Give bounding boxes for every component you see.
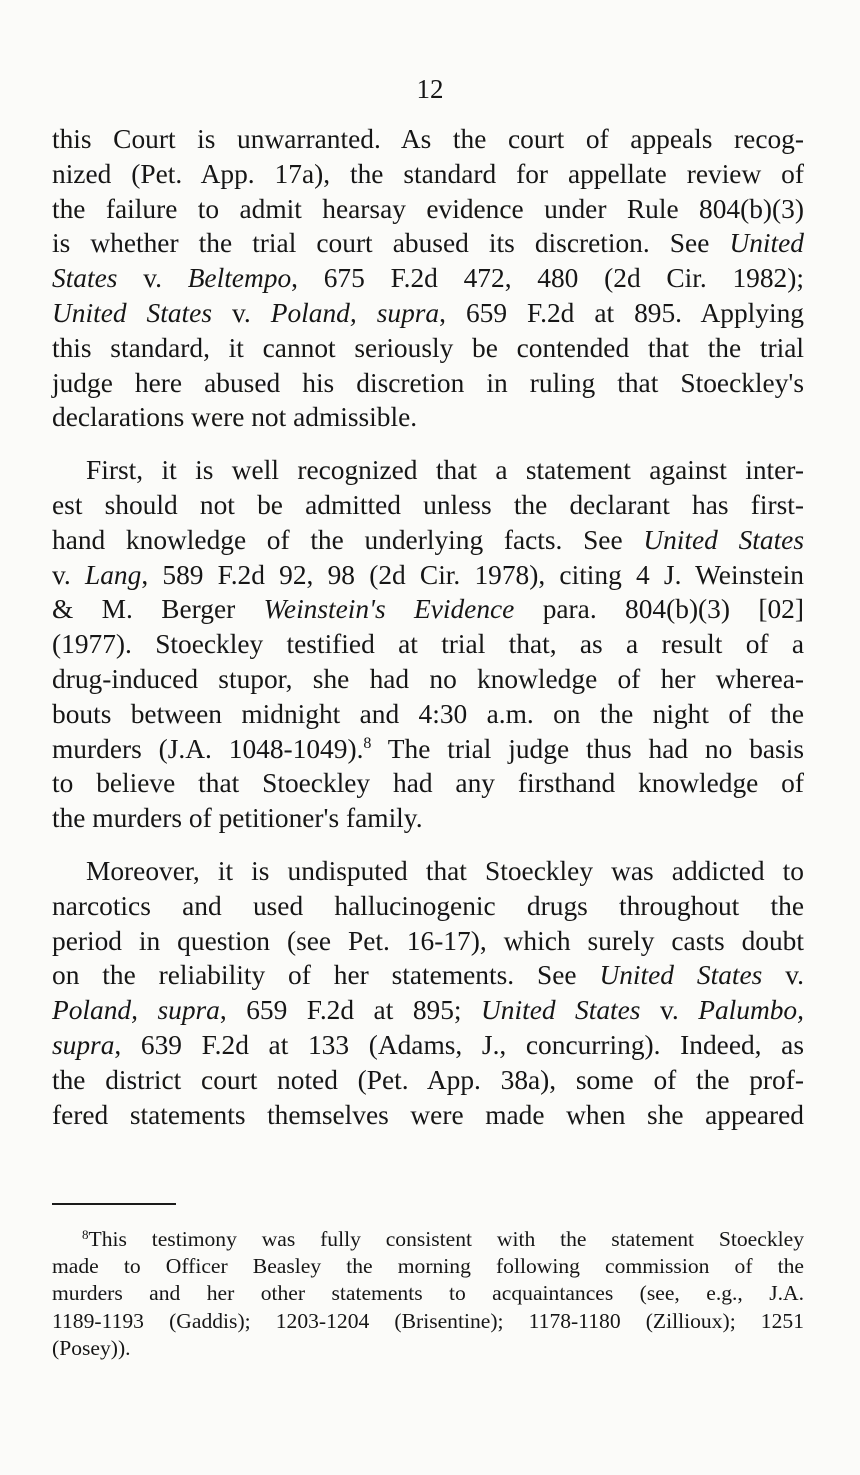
- text-line: judge here abused his discretion in ruling that Stoeckley's: [52, 367, 804, 398]
- main-text: [52, 122, 804, 1132]
- text-line: Moreover, it is undisputed that Stoeckley was addicted to: [86, 855, 804, 886]
- text-line: nized (Pet. App. 17a), the standard for appellate review of: [52, 158, 804, 189]
- case-name: Poland, supra: [52, 995, 220, 1026]
- text-line: period in question (see Pet. 16-17), which surely casts doubt: [52, 925, 804, 956]
- page-number: 12: [416, 74, 444, 104]
- paragraph-3: [52, 854, 804, 1132]
- text-line: declarations were not admissible.: [52, 402, 418, 433]
- footnote-line: $^8$This testimony was fully consistent with the statement Stoeckley: [82, 1227, 804, 1251]
- text-line: & M. Berger Weinstein's Evidence para. 804(b)(3) [02]: [52, 594, 804, 625]
- text-line: First, it is well recognized that a statement against inter-: [86, 455, 804, 486]
- text-line: States v. Beltempo, 675 F.2d 472, 480 (2d Cir. 1982);: [52, 263, 804, 294]
- case-name: United States: [643, 524, 804, 555]
- case-name: Palumbo,: [698, 995, 804, 1026]
- case-name: Beltempo: [187, 263, 292, 294]
- text-line: this Court is unwarranted. As the court of appeals recog-: [52, 124, 804, 154]
- text-line: the failure to admit hearsay evidence under Rule 804(b)(3): [52, 193, 804, 224]
- text-line: est should not be admitted unless the declarant has first-: [52, 489, 804, 520]
- footnote-line: made to Officer Beasley the morning following commission of the: [52, 1254, 804, 1279]
- paragraph-1: [52, 122, 804, 435]
- footnote-divider: [52, 1203, 176, 1205]
- text-line: bouts between midnight and 4:30 a.m. on the night of the: [52, 698, 804, 729]
- case-name: Poland, supra: [270, 297, 440, 328]
- text-line: supra, 639 F.2d at 133 (Adams, J., concurring). Indeed, as: [52, 1029, 804, 1060]
- case-name: United States: [481, 995, 641, 1026]
- text-line: the murders of petitioner's family.: [52, 803, 423, 834]
- text-line: fered statements themselves were made when she appeared: [52, 1099, 804, 1130]
- case-name: Lang: [84, 559, 142, 590]
- text-line: (1977). Stoeckley testified at trial that, as a result of a: [52, 629, 804, 660]
- text-line: to believe that Stoeckley had any firsthand knowledge of: [52, 768, 804, 799]
- book-title: Weinstein's Evidence: [263, 594, 515, 625]
- case-name: States: [52, 263, 118, 294]
- paragraph-2: [52, 453, 804, 836]
- text-line: murders (J.A. 1048-1049).$^8$ The trial judge thus had no basis: [52, 733, 804, 764]
- footnote-marker: 8: [363, 734, 372, 752]
- text-line: narcotics and used hallucinogenic drugs throughout the: [52, 890, 804, 921]
- text-line: United States v. Poland, supra, 659 F.2d at 895. Applying: [52, 297, 804, 328]
- case-name: United States: [599, 960, 763, 991]
- text-line: Poland, supra, 659 F.2d at 895; United States v. Palumbo,: [52, 995, 804, 1026]
- text-line: drug-induced stupor, she had no knowledge of her wherea-: [52, 663, 804, 694]
- case-name: United: [729, 228, 804, 259]
- footnote-number: 8: [82, 1227, 89, 1242]
- footnote-line: (Posey)).: [52, 1335, 131, 1360]
- text-line: on the reliability of her statements. See United States v.: [52, 960, 804, 991]
- footnote-line: murders and her other statements to acquaintances (see, e.g., J.A.: [52, 1281, 804, 1306]
- text-line: is whether the trial court abused its discretion. See United: [52, 228, 804, 259]
- text-line: v. Lang, 589 F.2d 92, 98 (2d Cir. 1978), citing 4 J. Weinstein: [52, 559, 804, 590]
- case-name: United States: [52, 297, 212, 328]
- text-line: this standard, it cannot seriously be contended that the trial: [52, 332, 804, 363]
- case-name: supra: [52, 1029, 115, 1060]
- footnote-line: 1189-1193 (Gaddis); 1203-1204 (Brisentine); 1178-1180 (Zillioux); 1251: [52, 1308, 804, 1333]
- footnote-8: [52, 1226, 804, 1362]
- text-line: the district court noted (Pet. App. 38a), some of the prof-: [52, 1064, 804, 1095]
- text-line: hand knowledge of the underlying facts. See United States: [52, 524, 804, 555]
